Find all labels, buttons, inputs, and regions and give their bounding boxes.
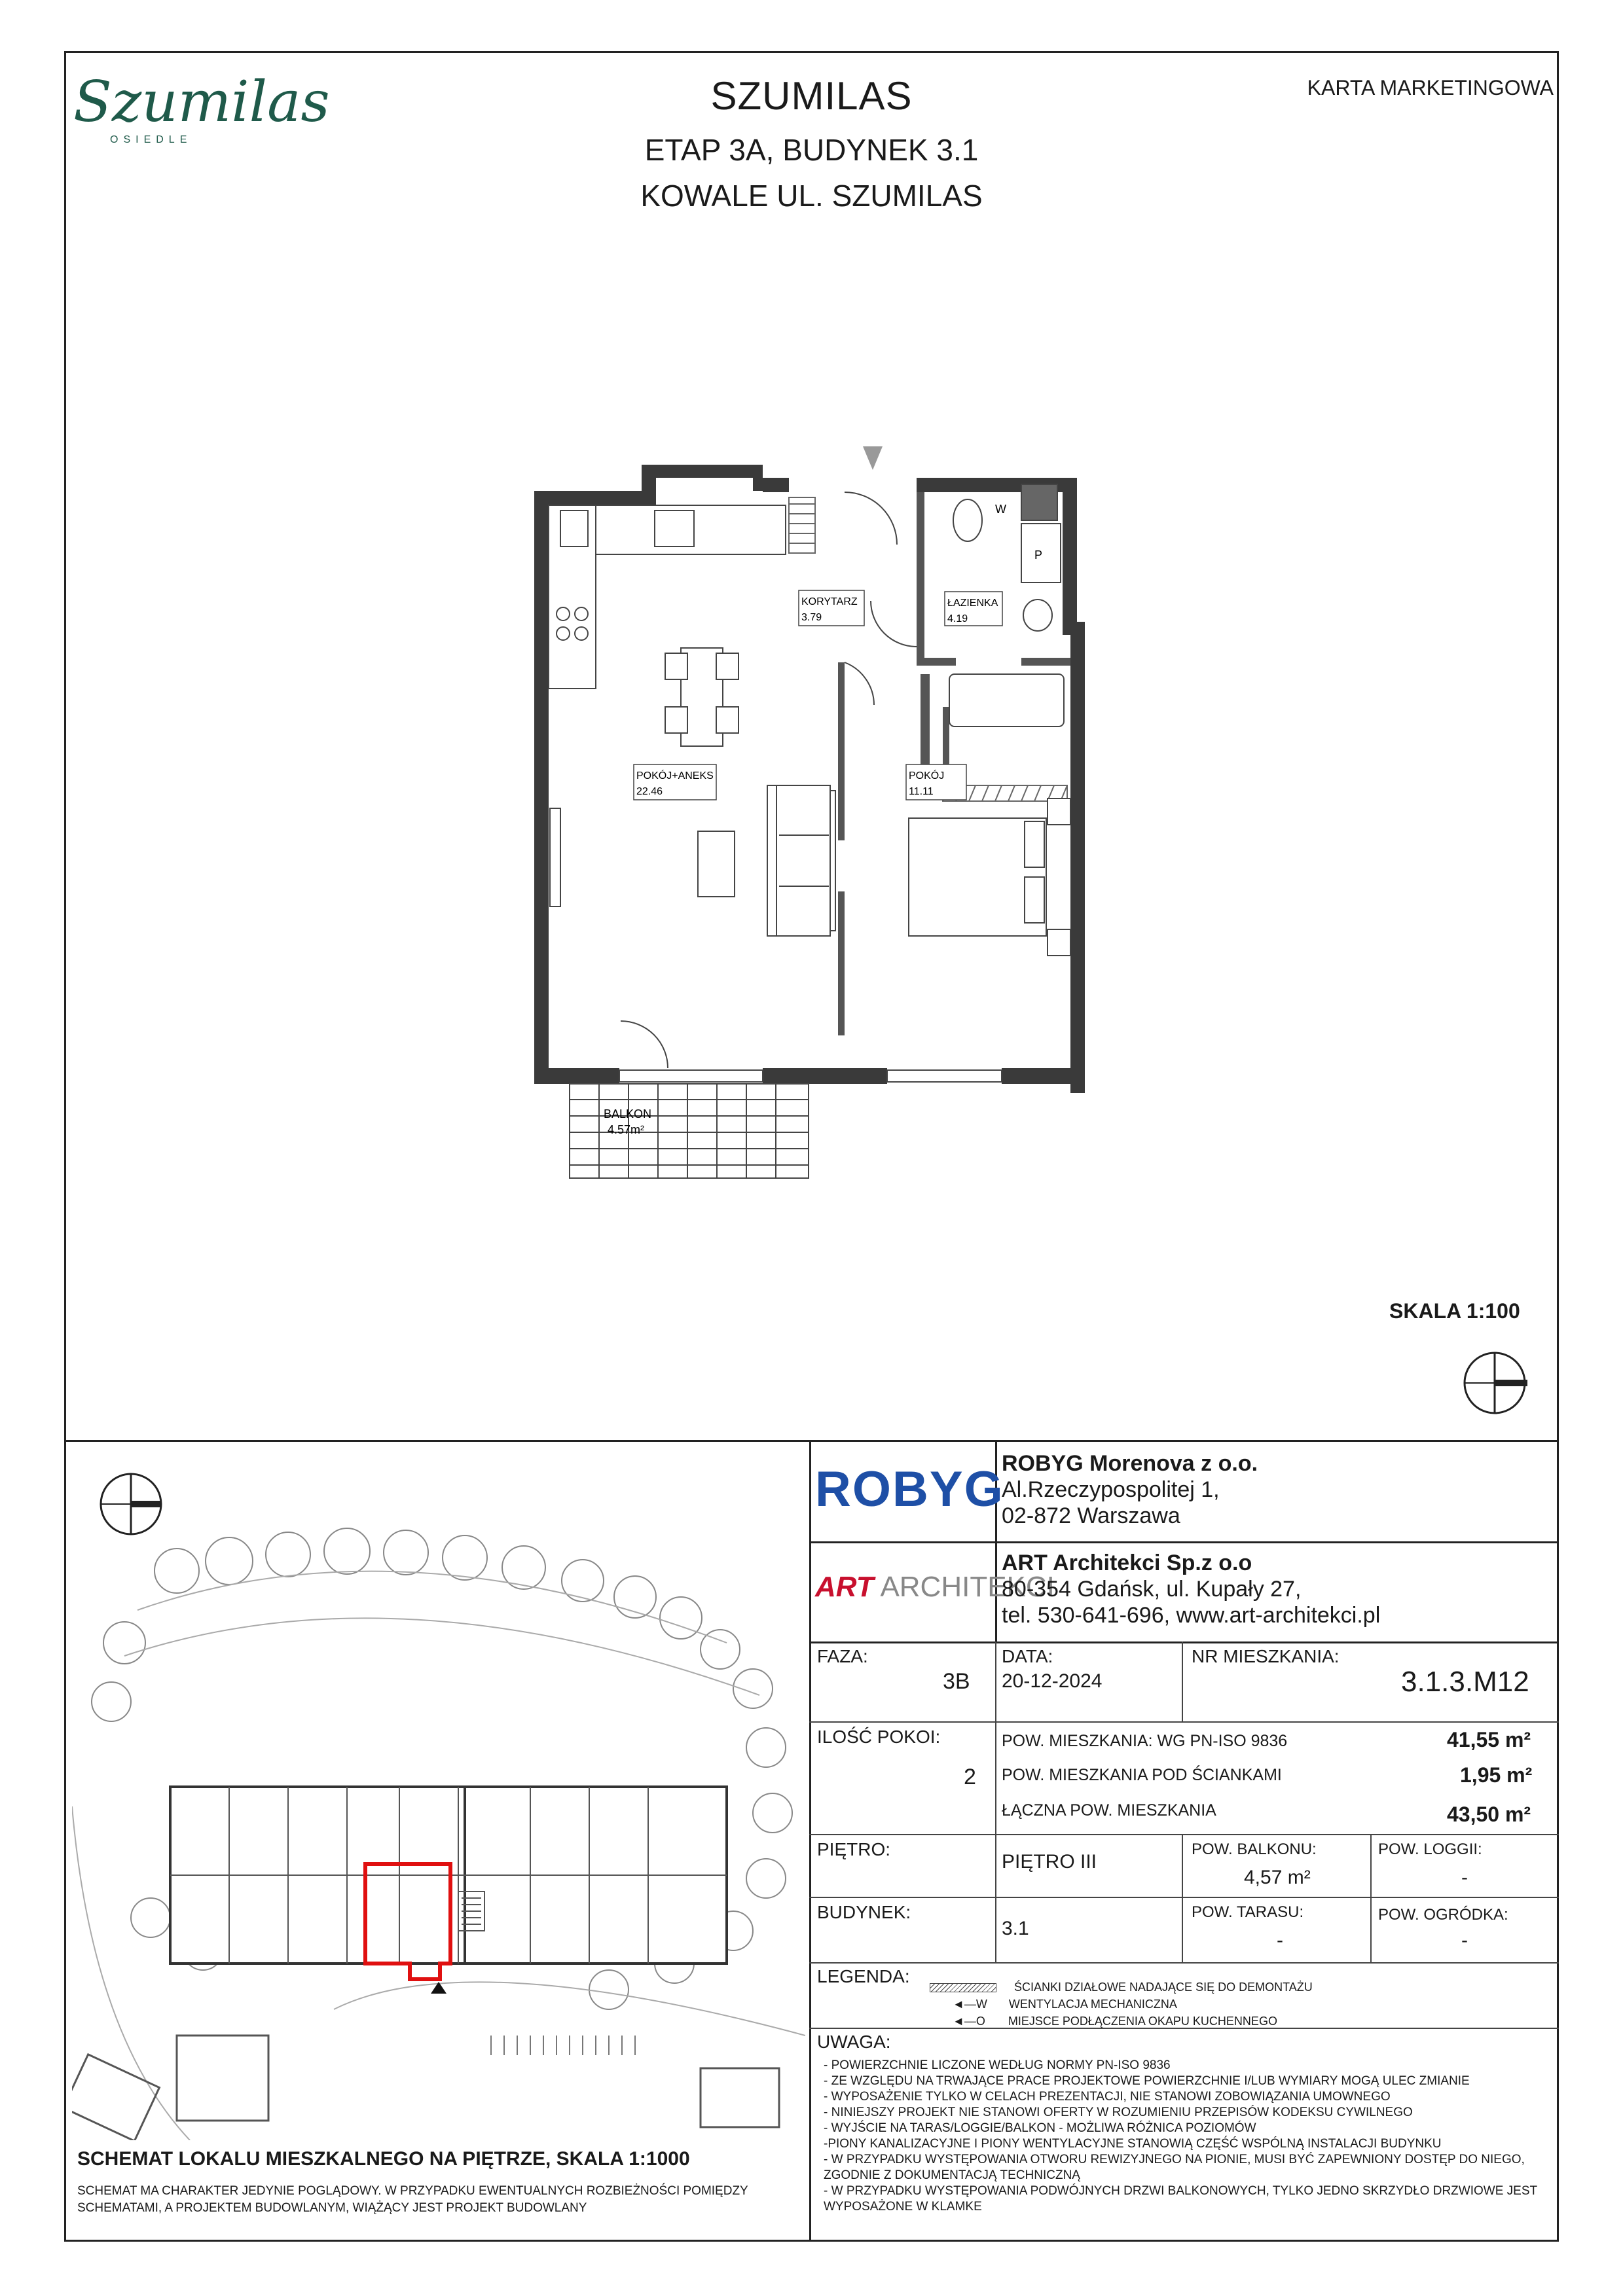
address-subtitle: KOWALE UL. SZUMILAS	[640, 179, 983, 213]
architect-address-1: 80-354 Gdańsk, ul. Kupały 27,	[1002, 1577, 1302, 1602]
svg-text:3.79: 3.79	[801, 612, 822, 623]
legend-item-hood	[953, 2015, 1277, 2028]
entrance-marker-icon	[863, 446, 883, 470]
note-item: - ZE WZGLĘDU NA TRWAJĄCE PRACE PROJEKTOWE POWIERZCHNIE I/LUB WYMIARY MOGĄ ULEC ZMIANIE	[824, 2074, 1470, 2088]
total-area-label: ŁĄCZNA POW. MIESZKANIA	[1002, 1801, 1216, 1820]
p-marker: P	[1034, 548, 1043, 562]
legend-arrow-icon: ◄—	[953, 2015, 976, 2028]
floor-plan	[524, 432, 1113, 1185]
svg-text:4.57m²: 4.57m²	[608, 1123, 645, 1136]
room-label-pokoj-aneks	[634, 764, 716, 800]
col-divider	[1370, 1834, 1372, 1962]
note-item: - WYPOSAŻENIE TYLKO W CELACH PREZENTACJI, NIE STANOWI ZOBOWIĄZANIA UMOWNEGO	[824, 2090, 1391, 2104]
room-label-korytarz	[799, 590, 864, 626]
area-under-walls-value: 1,95 m²	[1460, 1763, 1533, 1787]
area-pn-iso-label: POW. MIESZKANIA: WG PN-ISO 9836	[1002, 1732, 1288, 1750]
area-pn-iso-value: 41,55 m²	[1447, 1728, 1531, 1751]
legend-item-vent	[953, 1998, 1177, 2011]
vent-marker: W	[995, 503, 1006, 516]
room-label-lazienka	[945, 592, 1002, 626]
sofa	[698, 785, 835, 936]
date-label: DATA:	[1002, 1646, 1053, 1666]
legend-text-1: ŚCIANKI DZIAŁOWE NADAJĄCE SIĘ DO DEMONTAŻU	[1014, 1981, 1313, 1994]
area-under-walls-label: POW. MIESZKANIA POD ŚCIANKAMI	[1002, 1766, 1282, 1784]
stage-subtitle: ETAP 3A, BUDYNEK 3.1	[644, 133, 979, 167]
site-schema	[72, 1446, 805, 2140]
site-north-arrow-icon	[101, 1474, 161, 1534]
row-divider	[809, 1541, 1559, 1543]
terrace-area-value: -	[1277, 1929, 1283, 1951]
legend-symbol-o: O	[976, 2015, 985, 2028]
szumilas-logo-sub: OSIEDLE	[110, 134, 192, 145]
bed	[909, 798, 1070, 956]
middle-divider	[809, 1440, 811, 2242]
col-divider	[995, 1641, 996, 1962]
row-divider	[809, 1962, 1559, 1964]
svg-text:POKÓJ: POKÓJ	[909, 770, 945, 781]
loggia-area-label: POW. LOGGII:	[1378, 1840, 1482, 1858]
legend-label: LEGENDA:	[817, 1966, 910, 1986]
building-value: 3.1	[1002, 1918, 1029, 1939]
schema-note-line-2: SCHEMATAMI, A PROJEKTEM BUDOWLANYM, WIĄŻĄCY JEST PROJEKT BUDOWLANY	[77, 2201, 587, 2215]
row-divider	[809, 1834, 1559, 1835]
note-item: - W PRZYPADKU WYSTĘPOWANIA OTWORU REWIZYJNEGO NA PIONIE, MUSI BYĆ ZAPEWNIONY DOSTĘP DO NIEGO,	[824, 2153, 1525, 2166]
parking	[491, 2036, 635, 2055]
art-logo-mark: ART	[815, 1571, 874, 1603]
legend-text-3: MIEJSCE PODŁĄCZENIA OKAPU KUCHENNEGO	[1008, 2015, 1277, 2028]
svg-text:POKÓJ+ANEKS: POKÓJ+ANEKS	[636, 770, 714, 781]
row-divider	[809, 1897, 1559, 1898]
legend-symbol-w: W	[976, 1998, 987, 2011]
page-title: SZUMILAS	[710, 74, 913, 118]
robyg-logo: ROBYG	[815, 1462, 1004, 1517]
svg-text:KORYTARZ: KORYTARZ	[801, 596, 858, 607]
legend-text-2: WENTYLACJA MECHANICZNA	[1008, 1998, 1177, 2011]
room-label-pokoj	[906, 764, 966, 800]
north-arrow-icon	[1459, 1347, 1531, 1419]
col-divider	[1182, 1641, 1183, 1721]
szumilas-logo: Szumilas	[73, 69, 330, 135]
schema-note	[77, 2183, 784, 2217]
balcony-area-value: 4,57 m²	[1244, 1867, 1311, 1888]
apartment-number-label: NR MIESZKANIA:	[1192, 1646, 1340, 1666]
apartment-number-value: 3.1.3.M12	[1401, 1666, 1529, 1698]
note-item: - NINIEJSZY PROJEKT NIE STANOWI OFERTY W ROZUMIENIU PRZEPISÓW KODEKSU CYWILNEGO	[824, 2106, 1413, 2119]
svg-text:ŁAZIENKA: ŁAZIENKA	[947, 598, 998, 609]
scale-label: SKALA 1:100	[1389, 1299, 1520, 1323]
bottom-divider	[64, 1440, 1559, 1442]
card-type-label: KARTA MARKETINGOWA	[1307, 76, 1554, 99]
building-label: BUDYNEK:	[817, 1902, 911, 1922]
garden-area-label: POW. OGRÓDKA:	[1378, 1906, 1508, 1924]
architect-block	[1002, 1550, 1380, 1628]
loggia-area-value: -	[1461, 1867, 1468, 1888]
outer-walls	[534, 465, 1085, 1093]
col-divider	[1182, 1834, 1183, 1962]
investor-name: ROBYG Morenova z o.o.	[1002, 1451, 1258, 1476]
floor-label: PIĘTRO:	[817, 1839, 891, 1859]
note-item: ZGODNIE Z DOKUMENTACJĄ TECHNICZNĄ	[824, 2168, 1080, 2182]
architect-name: ART Architekci Sp.z o.o	[1002, 1551, 1252, 1575]
notes-label: UWAGA:	[817, 2032, 891, 2052]
total-area-value: 43,50 m²	[1447, 1803, 1531, 1826]
investor-block	[1002, 1450, 1258, 1529]
svg-text:22.46: 22.46	[636, 786, 663, 797]
garden-area-value: -	[1461, 1929, 1468, 1951]
note-item: WYPOSAŻONE W KLAMKE	[824, 2200, 982, 2214]
dining-table	[665, 648, 739, 746]
balcony-outline	[570, 1084, 809, 1178]
balcony-area-label: POW. BALKONU:	[1192, 1840, 1317, 1858]
legend-arrow-icon: ◄—	[953, 1998, 976, 2011]
faza-label: FAZA:	[817, 1646, 868, 1666]
svg-text:BALKON: BALKON	[604, 1107, 652, 1121]
row-divider	[809, 1641, 1559, 1643]
faza-value: 3B	[943, 1669, 970, 1694]
investor-address-1: Al.Rzeczypospolitej 1,	[1002, 1477, 1220, 1502]
hatch-swatch	[930, 1983, 996, 1992]
notes-list	[824, 2058, 1550, 2215]
schema-note-line-1: SCHEMAT MA CHARAKTER JEDYNIE POGLĄDOWY. W PRZYPADKU EWENTUALNYCH ROZBIEŻNOŚCI POMIĘDZY	[77, 2184, 748, 2198]
rooms-count-label: ILOŚĆ POKOI:	[817, 1727, 941, 1747]
art-logo-word: ARCHITEKCI	[873, 1571, 1055, 1603]
note-item: - W PRZYPADKU WYSTĘPOWANIA PODWÓJNYCH DRZWI BALKONOWYCH, TYLKO JEDNO SKRZYDŁO DRZWIOWE JEST	[824, 2184, 1538, 2198]
floor-value: PIĘTRO III	[1002, 1851, 1097, 1873]
svg-text:4.19: 4.19	[947, 613, 968, 624]
note-item: -PIONY KANALIZACYJNE I PIONY WENTYLACYJNE STANOWIĄ CZĘŚĆ WSPÓLNĄ INSTALACJI BUDYNKU	[824, 2137, 1442, 2151]
investor-address-2: 02-872 Warszawa	[1002, 1503, 1180, 1528]
legend-item-demontable	[930, 1981, 1313, 1994]
architect-address-2: tel. 530-641-696, www.art-architekci.pl	[1002, 1603, 1381, 1628]
note-item: - WYJŚCIE NA TARAS/LOGGIE/BALKON - MOŻLIWA RÓŻNICA POZIOMÓW	[824, 2121, 1256, 2135]
terrace-area-label: POW. TARASU:	[1192, 1903, 1304, 1921]
row-divider	[809, 1721, 1559, 1723]
svg-text:11.11: 11.11	[909, 786, 934, 797]
date-value: 20-12-2024	[1002, 1670, 1103, 1692]
rooms-count-value: 2	[964, 1765, 976, 1789]
schema-title: SCHEMAT LOKALU MIESZKALNEGO NA PIĘTRZE, SKALA 1:1000	[77, 2148, 690, 2170]
note-item: - POWIERZCHNIE LICZONE WEDŁUG NORMY PN-ISO 9836	[824, 2058, 1171, 2072]
